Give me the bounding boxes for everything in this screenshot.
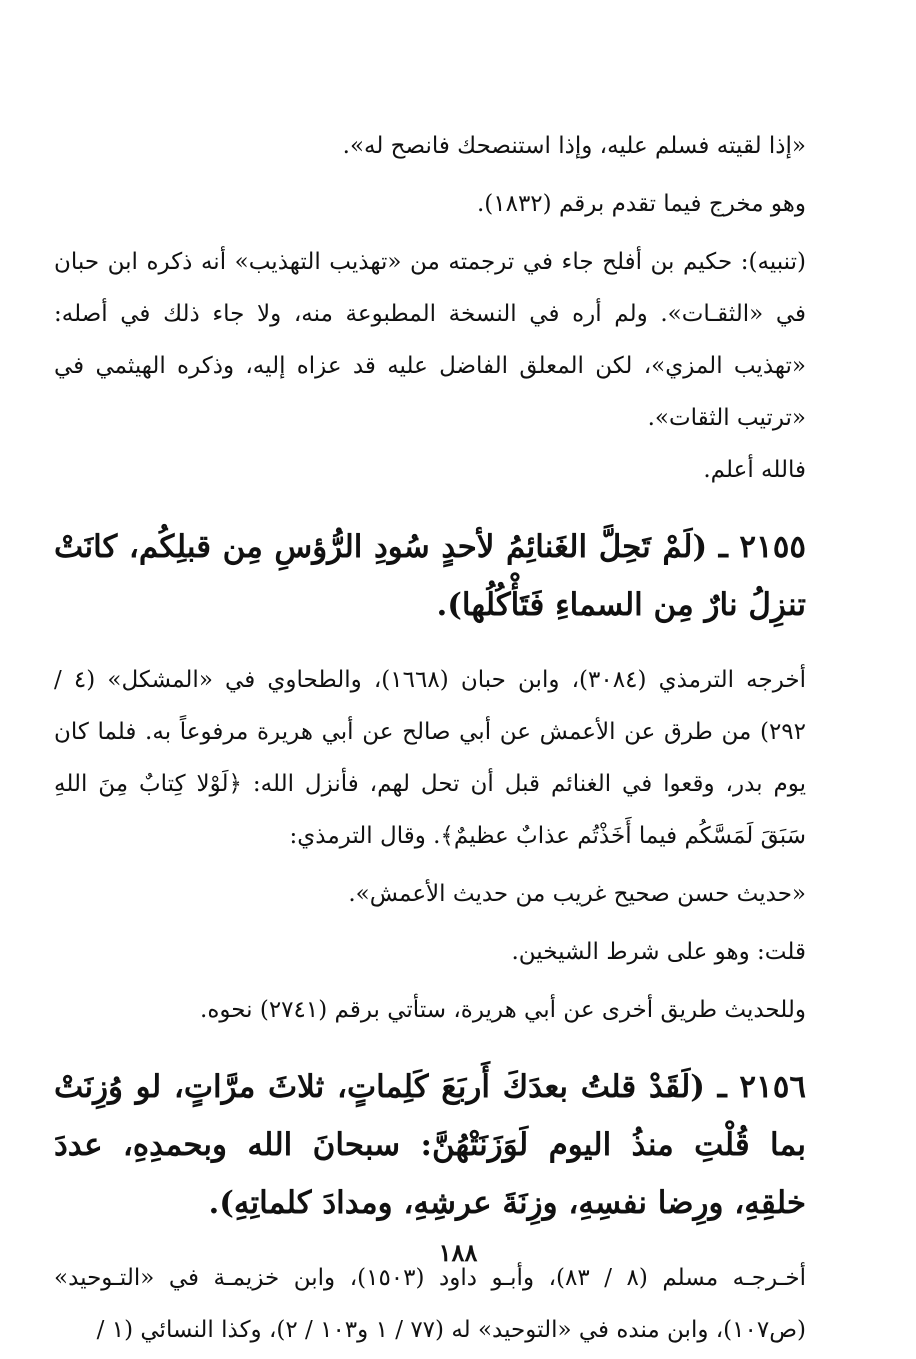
other-route-paragraph: وللحديث طريق أخرى عن أبي هريرة، ستأتي برقم (٢٧٤١) نحوه. <box>200 997 806 1023</box>
quote-paragraph: «إذا لقيته فسلم عليه، وإذا استنصحك فانصح له». <box>342 133 806 159</box>
takhrij-paragraph-2156: أخـرجـه مسلم (٨ / ٨٣)، وأبـو داود (١٥٠٣)، وابن خزيمـة في «التـوحيد» (ص١٠٧)، وابن منده في «التوحيد» له (٧٧ / ١ و١٠٣ / ٢)، وكذا النسائي (١ / <box>54 1265 806 1343</box>
hadith-heading-2156: ٢١٥٦ ـ (لَقَدْ قلتُ بعدَكَ أَربَعَ كَلِماتٍ، ثلاثَ مرَّاتٍ، لو وُزِنَتْ بما قُلْتِ منذُ اليوم لَوَزَنَتْهُنَّ: سبحانَ الله وبحمدِهِ، عددَ خلقِهِ، ورِضا نفسِهِ، وزِنَةَ عرشِهِ، ومدادَ كلماتِهِ). <box>54 1069 806 1221</box>
takhrij-paragraph: أخرجه الترمذي (٣٠٨٤)، وابن حبان (١٦٦٨)، والطحاوي في «المشكل» (٤ / ٢٩٢) من طرق عن الأعمش عن أبي صالح عن أبي هريرة مرفوعاً به. فلما كان يوم بدر، وقعوا في الغنائم قبل أن تحل لهم، فأنزل الله: ﴿لَوْلا كِتابٌ مِنَ اللهِ سَبَقَ لَمَسَّكُم فيما أَخَذْتُم عذابٌ عظيمٌ﴾. وقال الترمذي: <box>54 667 807 849</box>
closing-paragraph: فالله أعلم. <box>703 457 806 483</box>
page-body <box>54 120 806 1356</box>
reference-paragraph: وهو مخرج فيما تقدم برقم (١٨٣٢). <box>476 191 806 217</box>
tirmidhi-quote: «حديث حسن صحيح غريب من حديث الأعمش». <box>348 881 806 907</box>
page-number: ١٨٨ <box>438 1238 478 1267</box>
hadith-heading-2155: ٢١٥٥ ـ (لَمْ تَحِلَّ الغَنائِمُ لأحدٍ سُودِ الرُّؤسِ مِن قبلِكُم، كانَتْ تنزِلُ نارٌ مِن السماءِ فَتَأْكُلُها). <box>54 529 806 623</box>
author-comment: قلت: وهو على شرط الشيخين. <box>511 939 806 965</box>
note-paragraph: (تنبيه): حكيم بن أفلح جاء في ترجمته من «تهذيب التهذيب» أنه ذكره ابن حبان في «الثقـات». ولم أره في النسخة المطبوعة منه، ولا جاء ذلك في أصله: «تهذيب المزي»، لكن المعلق الفاضل عليه قد عزاه إليه، وذكره الهيثمي في «ترتيب الثقات». <box>54 249 806 431</box>
